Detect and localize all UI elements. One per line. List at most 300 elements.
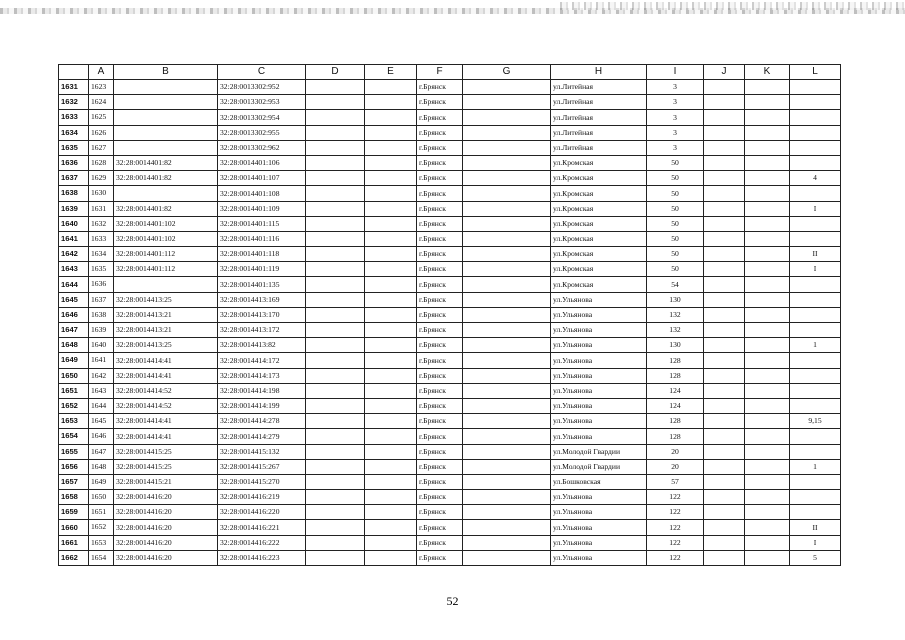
cell-d bbox=[306, 353, 365, 368]
cell-j bbox=[704, 307, 745, 322]
cell-j bbox=[704, 550, 745, 565]
cell-f: г.Брянск bbox=[417, 368, 463, 383]
cell-h: ул.Литейная bbox=[551, 140, 647, 155]
cell-c: 32:28:0014416:223 bbox=[218, 550, 306, 565]
row-number: 1644 bbox=[59, 277, 89, 292]
cell-g bbox=[463, 262, 551, 277]
cell-l bbox=[790, 95, 841, 110]
cell-f: г.Брянск bbox=[417, 444, 463, 459]
cell-l bbox=[790, 383, 841, 398]
table-row bbox=[59, 155, 841, 170]
cell-a: 1627 bbox=[89, 140, 114, 155]
cell-h: ул.Ульянова bbox=[551, 535, 647, 550]
cell-a: 1635 bbox=[89, 262, 114, 277]
cell-h: ул.Литейная bbox=[551, 95, 647, 110]
cell-f: г.Брянск bbox=[417, 505, 463, 520]
cell-c: 32:28:0014415:270 bbox=[218, 474, 306, 489]
cell-i: 3 bbox=[647, 80, 704, 95]
cell-a: 1652 bbox=[89, 520, 114, 535]
cell-k bbox=[745, 338, 790, 353]
cell-c: 32:28:0014415:267 bbox=[218, 459, 306, 474]
cell-k bbox=[745, 125, 790, 140]
cell-a: 1641 bbox=[89, 353, 114, 368]
cell-h: ул.Ульянова bbox=[551, 414, 647, 429]
cell-h: ул.Кромская bbox=[551, 231, 647, 246]
cell-b: 32:28:0014416:20 bbox=[114, 520, 218, 535]
cell-b: 32:28:0014414:52 bbox=[114, 383, 218, 398]
cell-k bbox=[745, 535, 790, 550]
row-number: 1634 bbox=[59, 125, 89, 140]
cell-f: г.Брянск bbox=[417, 550, 463, 565]
cell-i: 130 bbox=[647, 338, 704, 353]
cell-h: ул.Ульянова bbox=[551, 550, 647, 565]
cell-h: ул.Кромская bbox=[551, 155, 647, 170]
cell-j bbox=[704, 155, 745, 170]
cell-h: ул.Кромская bbox=[551, 216, 647, 231]
scan-border-artifact-top bbox=[560, 2, 905, 10]
cell-f: г.Брянск bbox=[417, 231, 463, 246]
cell-j bbox=[704, 444, 745, 459]
cell-c: 32:28:0014401:106 bbox=[218, 155, 306, 170]
cell-b: 32:28:0014415:21 bbox=[114, 474, 218, 489]
cell-i: 3 bbox=[647, 125, 704, 140]
cell-i: 50 bbox=[647, 247, 704, 262]
cell-d bbox=[306, 125, 365, 140]
cell-g bbox=[463, 292, 551, 307]
cell-f: г.Брянск bbox=[417, 247, 463, 262]
row-number: 1662 bbox=[59, 550, 89, 565]
cell-e bbox=[365, 80, 417, 95]
cell-a: 1647 bbox=[89, 444, 114, 459]
cell-f: г.Брянск bbox=[417, 201, 463, 216]
cell-f: г.Брянск bbox=[417, 429, 463, 444]
cell-c: 32:28:0014416:219 bbox=[218, 490, 306, 505]
column-header-f: F bbox=[417, 65, 463, 80]
cell-h: ул.Ульянова bbox=[551, 323, 647, 338]
cell-b bbox=[114, 80, 218, 95]
cell-e bbox=[365, 307, 417, 322]
cell-h: ул.Ульянова bbox=[551, 292, 647, 307]
row-number: 1647 bbox=[59, 323, 89, 338]
cell-c: 32:28:0014413:172 bbox=[218, 323, 306, 338]
cell-a: 1634 bbox=[89, 247, 114, 262]
cell-g bbox=[463, 277, 551, 292]
cell-d bbox=[306, 95, 365, 110]
cell-k bbox=[745, 368, 790, 383]
cell-g bbox=[463, 505, 551, 520]
cell-a: 1644 bbox=[89, 398, 114, 413]
row-number: 1659 bbox=[59, 505, 89, 520]
cell-k bbox=[745, 398, 790, 413]
cell-i: 128 bbox=[647, 429, 704, 444]
cell-i: 50 bbox=[647, 155, 704, 170]
cell-k bbox=[745, 80, 790, 95]
cell-a: 1625 bbox=[89, 110, 114, 125]
table-row bbox=[59, 323, 841, 338]
table-row bbox=[59, 201, 841, 216]
cell-g bbox=[463, 398, 551, 413]
cell-d bbox=[306, 474, 365, 489]
cell-j bbox=[704, 186, 745, 201]
cell-d bbox=[306, 231, 365, 246]
cell-k bbox=[745, 323, 790, 338]
cell-f: г.Брянск bbox=[417, 383, 463, 398]
cell-b: 32:28:0014401:112 bbox=[114, 262, 218, 277]
cell-i: 3 bbox=[647, 140, 704, 155]
cell-i: 57 bbox=[647, 474, 704, 489]
cell-i: 3 bbox=[647, 95, 704, 110]
cell-h: ул.Ульянова bbox=[551, 429, 647, 444]
table-row bbox=[59, 535, 841, 550]
column-header-j: J bbox=[704, 65, 745, 80]
cell-f: г.Брянск bbox=[417, 216, 463, 231]
table-row bbox=[59, 550, 841, 565]
cell-c: 32:28:0014414:278 bbox=[218, 414, 306, 429]
cell-k bbox=[745, 277, 790, 292]
cell-d bbox=[306, 505, 365, 520]
cell-g bbox=[463, 474, 551, 489]
cell-a: 1632 bbox=[89, 216, 114, 231]
row-number: 1637 bbox=[59, 171, 89, 186]
cell-d bbox=[306, 444, 365, 459]
cell-i: 124 bbox=[647, 398, 704, 413]
cell-c: 32:28:0014416:221 bbox=[218, 520, 306, 535]
cell-j bbox=[704, 459, 745, 474]
cell-f: г.Брянск bbox=[417, 398, 463, 413]
cell-c: 32:28:0013302:955 bbox=[218, 125, 306, 140]
cell-i: 50 bbox=[647, 262, 704, 277]
cell-c: 32:28:0014401:115 bbox=[218, 216, 306, 231]
cell-e bbox=[365, 171, 417, 186]
table-row bbox=[59, 95, 841, 110]
cell-k bbox=[745, 444, 790, 459]
cell-d bbox=[306, 262, 365, 277]
cell-j bbox=[704, 338, 745, 353]
cell-c: 32:28:0014416:222 bbox=[218, 535, 306, 550]
cell-d bbox=[306, 201, 365, 216]
column-header-b: B bbox=[114, 65, 218, 80]
cell-g bbox=[463, 338, 551, 353]
cell-j bbox=[704, 429, 745, 444]
cell-g bbox=[463, 414, 551, 429]
cell-k bbox=[745, 201, 790, 216]
cell-j bbox=[704, 323, 745, 338]
cell-d bbox=[306, 490, 365, 505]
cell-e bbox=[365, 110, 417, 125]
cell-l: 4 bbox=[790, 171, 841, 186]
table-row bbox=[59, 520, 841, 535]
cell-a: 1637 bbox=[89, 292, 114, 307]
cell-c: 32:28:0013302:952 bbox=[218, 80, 306, 95]
row-number: 1657 bbox=[59, 474, 89, 489]
cell-g bbox=[463, 171, 551, 186]
cell-e bbox=[365, 353, 417, 368]
cell-f: г.Брянск bbox=[417, 262, 463, 277]
cell-f: г.Брянск bbox=[417, 171, 463, 186]
cell-j bbox=[704, 125, 745, 140]
cell-g bbox=[463, 125, 551, 140]
cell-g bbox=[463, 231, 551, 246]
table-row bbox=[59, 444, 841, 459]
cell-f: г.Брянск bbox=[417, 80, 463, 95]
cell-f: г.Брянск bbox=[417, 414, 463, 429]
cell-b: 32:28:0014401:82 bbox=[114, 155, 218, 170]
cell-g bbox=[463, 323, 551, 338]
cell-c: 32:28:0014415:132 bbox=[218, 444, 306, 459]
cell-j bbox=[704, 292, 745, 307]
cell-j bbox=[704, 505, 745, 520]
cell-a: 1646 bbox=[89, 429, 114, 444]
cell-a: 1636 bbox=[89, 277, 114, 292]
cell-e bbox=[365, 186, 417, 201]
cell-b: 32:28:0014413:21 bbox=[114, 307, 218, 322]
cell-c: 32:28:0014413:169 bbox=[218, 292, 306, 307]
cell-g bbox=[463, 459, 551, 474]
cell-a: 1650 bbox=[89, 490, 114, 505]
cell-f: г.Брянск bbox=[417, 459, 463, 474]
column-header-c: C bbox=[218, 65, 306, 80]
cell-d bbox=[306, 277, 365, 292]
cell-d bbox=[306, 216, 365, 231]
cell-a: 1642 bbox=[89, 368, 114, 383]
cell-l bbox=[790, 140, 841, 155]
cell-i: 20 bbox=[647, 459, 704, 474]
cell-k bbox=[745, 247, 790, 262]
cell-i: 122 bbox=[647, 535, 704, 550]
cell-d bbox=[306, 140, 365, 155]
cell-l: 5 bbox=[790, 550, 841, 565]
cell-d bbox=[306, 520, 365, 535]
cell-g bbox=[463, 307, 551, 322]
cell-k bbox=[745, 95, 790, 110]
cell-b bbox=[114, 277, 218, 292]
table-row bbox=[59, 216, 841, 231]
cell-c: 32:28:0014401:107 bbox=[218, 171, 306, 186]
column-header-l: L bbox=[790, 65, 841, 80]
table-row bbox=[59, 140, 841, 155]
cell-g bbox=[463, 95, 551, 110]
cell-k bbox=[745, 140, 790, 155]
row-number: 1660 bbox=[59, 520, 89, 535]
cell-l bbox=[790, 353, 841, 368]
row-number: 1652 bbox=[59, 398, 89, 413]
cell-l bbox=[790, 307, 841, 322]
row-number: 1655 bbox=[59, 444, 89, 459]
cell-e bbox=[365, 368, 417, 383]
cell-k bbox=[745, 216, 790, 231]
cell-d bbox=[306, 535, 365, 550]
cell-b: 32:28:0014415:25 bbox=[114, 444, 218, 459]
cell-b: 32:28:0014414:41 bbox=[114, 429, 218, 444]
row-number: 1640 bbox=[59, 216, 89, 231]
cell-j bbox=[704, 490, 745, 505]
cell-e bbox=[365, 216, 417, 231]
cell-e bbox=[365, 474, 417, 489]
row-number: 1651 bbox=[59, 383, 89, 398]
cell-a: 1623 bbox=[89, 80, 114, 95]
cell-h: ул.Ульянова bbox=[551, 398, 647, 413]
column-header-i: I bbox=[647, 65, 704, 80]
cell-l bbox=[790, 155, 841, 170]
cell-f: г.Брянск bbox=[417, 490, 463, 505]
cell-j bbox=[704, 216, 745, 231]
row-number: 1658 bbox=[59, 490, 89, 505]
cell-l: I bbox=[790, 535, 841, 550]
row-number: 1646 bbox=[59, 307, 89, 322]
cell-a: 1626 bbox=[89, 125, 114, 140]
cell-e bbox=[365, 429, 417, 444]
cell-k bbox=[745, 550, 790, 565]
column-header-d: D bbox=[306, 65, 365, 80]
cell-c: 32:28:0014413:82 bbox=[218, 338, 306, 353]
cell-h: ул.Кромская bbox=[551, 277, 647, 292]
cell-k bbox=[745, 186, 790, 201]
cell-j bbox=[704, 353, 745, 368]
cell-d bbox=[306, 171, 365, 186]
cell-e bbox=[365, 398, 417, 413]
cell-e bbox=[365, 459, 417, 474]
cell-l bbox=[790, 125, 841, 140]
cell-b: 32:28:0014414:41 bbox=[114, 353, 218, 368]
cell-c: 32:28:0014414:199 bbox=[218, 398, 306, 413]
cell-d bbox=[306, 247, 365, 262]
cell-f: г.Брянск bbox=[417, 186, 463, 201]
cell-e bbox=[365, 550, 417, 565]
cell-l: 1 bbox=[790, 338, 841, 353]
cell-a: 1640 bbox=[89, 338, 114, 353]
cell-f: г.Брянск bbox=[417, 125, 463, 140]
cell-i: 122 bbox=[647, 505, 704, 520]
cell-b: 32:28:0014416:20 bbox=[114, 490, 218, 505]
cell-j bbox=[704, 474, 745, 489]
cell-g bbox=[463, 186, 551, 201]
cell-j bbox=[704, 80, 745, 95]
cell-i: 50 bbox=[647, 171, 704, 186]
cell-e bbox=[365, 505, 417, 520]
table-row bbox=[59, 474, 841, 489]
cell-i: 132 bbox=[647, 323, 704, 338]
cell-j bbox=[704, 520, 745, 535]
cell-b: 32:28:0014401:102 bbox=[114, 216, 218, 231]
cell-h: ул.Литейная bbox=[551, 80, 647, 95]
cell-h: ул.Ульянова bbox=[551, 520, 647, 535]
cell-e bbox=[365, 383, 417, 398]
row-number: 1645 bbox=[59, 292, 89, 307]
cell-g bbox=[463, 444, 551, 459]
row-number: 1632 bbox=[59, 95, 89, 110]
cell-l: 1 bbox=[790, 459, 841, 474]
cell-h: ул.Бошковская bbox=[551, 474, 647, 489]
cell-c: 32:28:0014414:198 bbox=[218, 383, 306, 398]
table-row bbox=[59, 262, 841, 277]
cell-l bbox=[790, 231, 841, 246]
cell-i: 124 bbox=[647, 383, 704, 398]
cell-i: 54 bbox=[647, 277, 704, 292]
cell-e bbox=[365, 247, 417, 262]
spreadsheet-table bbox=[58, 64, 841, 566]
table-row bbox=[59, 368, 841, 383]
cell-l: I bbox=[790, 201, 841, 216]
row-number: 1641 bbox=[59, 231, 89, 246]
cell-i: 50 bbox=[647, 216, 704, 231]
row-number: 1661 bbox=[59, 535, 89, 550]
cell-e bbox=[365, 414, 417, 429]
cell-f: г.Брянск bbox=[417, 353, 463, 368]
table-row bbox=[59, 171, 841, 186]
table-row bbox=[59, 338, 841, 353]
cell-h: ул.Литейная bbox=[551, 125, 647, 140]
cell-b: 32:28:0014416:20 bbox=[114, 505, 218, 520]
cell-g bbox=[463, 201, 551, 216]
cell-k bbox=[745, 474, 790, 489]
table-row bbox=[59, 292, 841, 307]
cell-g bbox=[463, 535, 551, 550]
table-row bbox=[59, 429, 841, 444]
cell-l: 9,15 bbox=[790, 414, 841, 429]
cell-e bbox=[365, 292, 417, 307]
cell-d bbox=[306, 414, 365, 429]
row-number: 1653 bbox=[59, 414, 89, 429]
cell-e bbox=[365, 95, 417, 110]
cell-c: 32:28:0014416:220 bbox=[218, 505, 306, 520]
row-number: 1639 bbox=[59, 201, 89, 216]
cell-a: 1639 bbox=[89, 323, 114, 338]
cell-l bbox=[790, 323, 841, 338]
cell-b: 32:28:0014401:82 bbox=[114, 171, 218, 186]
table-row bbox=[59, 231, 841, 246]
cell-b: 32:28:0014401:112 bbox=[114, 247, 218, 262]
cell-d bbox=[306, 368, 365, 383]
cell-g bbox=[463, 140, 551, 155]
cell-b: 32:28:0014401:102 bbox=[114, 231, 218, 246]
column-header-row bbox=[59, 65, 841, 80]
cell-g bbox=[463, 490, 551, 505]
cell-d bbox=[306, 429, 365, 444]
cell-l bbox=[790, 444, 841, 459]
cell-c: 32:28:0014401:116 bbox=[218, 231, 306, 246]
cell-k bbox=[745, 171, 790, 186]
cell-c: 32:28:0014401:119 bbox=[218, 262, 306, 277]
cell-b bbox=[114, 186, 218, 201]
cell-j bbox=[704, 383, 745, 398]
table-row bbox=[59, 307, 841, 322]
cell-b: 32:28:0014413:25 bbox=[114, 292, 218, 307]
cell-b bbox=[114, 95, 218, 110]
cell-k bbox=[745, 490, 790, 505]
cell-e bbox=[365, 535, 417, 550]
row-number: 1648 bbox=[59, 338, 89, 353]
cell-h: ул.Ульянова bbox=[551, 383, 647, 398]
row-number: 1649 bbox=[59, 353, 89, 368]
cell-j bbox=[704, 414, 745, 429]
cell-i: 128 bbox=[647, 368, 704, 383]
cell-l bbox=[790, 429, 841, 444]
cell-a: 1645 bbox=[89, 414, 114, 429]
cell-f: г.Брянск bbox=[417, 277, 463, 292]
cell-h: ул.Ульянова bbox=[551, 505, 647, 520]
cell-d bbox=[306, 186, 365, 201]
cell-d bbox=[306, 323, 365, 338]
cell-d bbox=[306, 338, 365, 353]
table-row bbox=[59, 110, 841, 125]
cell-c: 32:28:0014401:109 bbox=[218, 201, 306, 216]
cell-i: 122 bbox=[647, 550, 704, 565]
cell-a: 1654 bbox=[89, 550, 114, 565]
cell-l bbox=[790, 216, 841, 231]
cell-b: 32:28:0014414:41 bbox=[114, 368, 218, 383]
cell-c: 32:28:0014413:170 bbox=[218, 307, 306, 322]
cell-j bbox=[704, 140, 745, 155]
